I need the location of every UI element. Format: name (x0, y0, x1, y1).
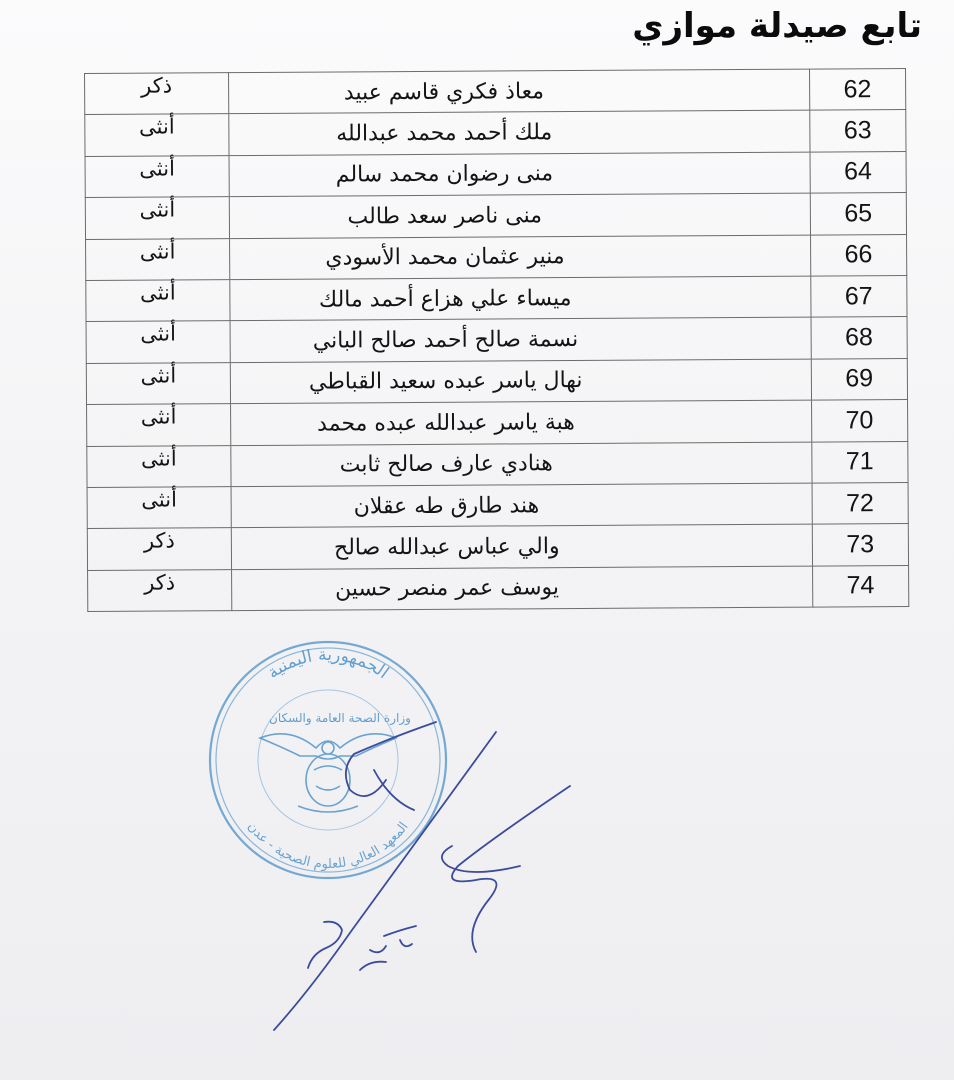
student-name: منى ناصر سعد طالب (229, 193, 810, 238)
table-row (85, 69, 906, 115)
table-row (87, 441, 908, 487)
student-table (84, 68, 909, 612)
stamp-arc-bottom: المعهد العالي للعلوم الصحية - عدن (244, 819, 412, 873)
student-gender: أنثى (87, 487, 231, 529)
page-title: تابع صيدلة موازي (632, 6, 922, 46)
table-row (86, 317, 907, 363)
row-number: 67 (810, 275, 907, 317)
table-row (88, 565, 909, 611)
student-table-body (85, 69, 909, 612)
table-row (86, 358, 907, 404)
row-number: 71 (811, 441, 908, 483)
row-number: 69 (811, 358, 908, 400)
student-name: معاذ فكري قاسم عبيد (229, 69, 810, 114)
student-gender: أنثى (86, 238, 230, 280)
table-row (87, 400, 908, 446)
student-gender: أنثى (85, 197, 229, 239)
student-name: نسمة صالح أحمد صالح الباني (230, 317, 811, 362)
student-gender: أنثى (86, 362, 230, 404)
student-name: هبة ياسر عبدالله عبده محمد (231, 400, 812, 445)
student-gender: ذكر (87, 528, 231, 570)
row-number: 73 (812, 524, 909, 566)
student-gender: ذكر (88, 569, 232, 611)
stamp-and-signature (190, 630, 610, 1050)
student-gender: أنثى (87, 404, 231, 446)
table-row (86, 275, 907, 321)
student-name: والي عباس عبدالله صالح (231, 524, 812, 569)
svg-text:المعهد العالي للعلوم الصحية - (244, 819, 411, 872)
student-gender: أنثى (85, 114, 229, 156)
row-number: 70 (811, 400, 908, 442)
student-name: هنادي عارف صالح ثابت (231, 442, 812, 487)
student-gender: أنثى (85, 155, 229, 197)
row-number: 63 (809, 110, 906, 152)
row-number: 72 (812, 482, 909, 524)
student-name: يوسف عمر منصر حسين (232, 566, 813, 611)
student-name: نهال ياسر عبده سعيد القباطي (230, 359, 811, 404)
table-row (86, 234, 907, 280)
stamp-arc-top: الجمهورية اليمنية (263, 644, 393, 684)
table-row (85, 193, 906, 239)
row-number: 74 (812, 565, 909, 607)
student-gender: أنثى (86, 280, 230, 322)
stamp-ministry-line: وزارة الصحة العامة والسكان (269, 711, 411, 725)
table-row (85, 151, 906, 197)
student-name: ميساء علي هزاع أحمد مالك (230, 276, 811, 321)
row-number: 65 (810, 193, 907, 235)
student-gender: أنثى (86, 321, 230, 363)
student-gender: أنثى (87, 445, 231, 487)
row-number: 68 (811, 317, 908, 359)
student-name: منى رضوان محمد سالم (229, 152, 810, 197)
table-row (87, 482, 908, 528)
table-row (85, 110, 906, 156)
table-row (87, 524, 908, 570)
row-number: 66 (810, 234, 907, 276)
student-name: هند طارق طه عقلان (231, 483, 812, 528)
student-name: ملك أحمد محمد عبدالله (229, 110, 810, 155)
row-number: 64 (810, 151, 907, 193)
official-seal-icon (190, 630, 610, 1050)
row-number: 62 (809, 69, 906, 111)
student-gender: ذكر (85, 73, 229, 115)
student-name: منير عثمان محمد الأسودي (230, 235, 811, 280)
